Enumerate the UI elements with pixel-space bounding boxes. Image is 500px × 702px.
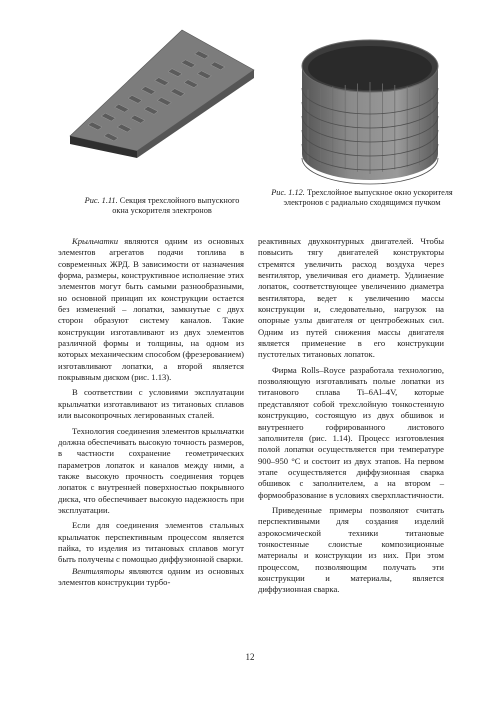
figure-number: Рис. 1.11. [84,196,118,205]
right-text-column [258,236,444,596]
figure-1-12-image [290,36,450,186]
term: Вентиляторы [72,565,125,576]
cylindrical-window-illustration [290,36,450,186]
figure-1-11-image [62,18,262,158]
paragraph: В соответствии с условиями эксплуатации крыльчатки изготавливают из титановых сплавов или высокопрочных легированных сталей. [58,387,244,421]
figure-caption-text: Секция трехслойного выпускного окна ускорителя электронов [112,196,240,215]
figure-1-11-caption [78,196,246,216]
figure-number: Рис. 1.12. [271,188,305,197]
paragraph: Вентиляторы являются одним из основных элементов конструкции турбо- [58,565,244,587]
page-number: 12 [245,652,255,662]
paragraph: Приведенные примеры позволяют считать перспективными для создания изделий аэрокосмической техники титановые тонкостенные слоистые композиционные материалы и конструкции из них. При этом процессом, позволяющим получать эти конструкции и материалы, является диффузионная сварка. [258,504,444,595]
paragraph: реактивных двухконтурных двигателей. Чтобы повысить тягу двигателей конструкторы стремятся увеличить расход воздуха через вентилятор, увеличивая его диаметр. Удлинение лопаток, соответствующее увеличению диаметра вентилятора, ведет к увеличению массы конструкции и, следовательно, нагрузок на опорные узлы двигателя от центробежных сил. Одним из путей снижения массы двигателя является применение в его конструкции пустотелых титановых лопаток. [258,236,444,360]
paragraph: Фирма Rolls–Royce разработала технологию, позволяющую изготавливать полые лопатки из титанового сплава Ti–6Al–4V, которые представляют собой трехслойную тонкостенную конструкцию, состоящую из двух обшивок и внутреннего гофрированного листового заполнителя (рис. 1.14). Процесс изготовления полой лопатки осуществляется при температуре 900–950 °С и состоит из двух этапов. На первом этапе осуществляется диффузионная сварка обшивок с заполнителем, а на втором – формообразование в условиях сверхпластичности. [258,364,444,500]
paragraph: Технология соединения элементов крыльчатки должна обеспечивать высокую точность размеров, в частности сохранение геометрических параметров лопаток и каналов между ними, а также высокую прочность соединения торцев лопаток с внутренней поверхностью покрывного диска, что обеспечивает высокую надежность при эксплуатации. [58,425,244,515]
flat-window-section-illustration [62,18,262,158]
paragraph: Крыльчатки являются одним из основных элементов агрегатов подачи топлива в современных ЖРД. В зависимости от назначения форма, размеры, конструктивное исполнение этих элементов могут быть самыми разнообразными, но основной принцип их конструкции остается без изменений – лопатки, замкнутые с двух сторон образуют систему каналов. Такие конструкции изготавливают из двух элементов различной формы и толщины, на одном из которых механическим способом (фрезерованием) изготавливают лопатки, а второй является покрывным диском (рис. 1.13). [58,236,244,383]
figure-caption-text: Трехслойное выпускное окно ускорителя электронов с радиально сходящимся пучком [283,188,453,207]
term: Крыльчатки [72,236,119,246]
left-text-column [58,236,244,588]
figure-1-12-caption [262,188,462,208]
paragraph: Если для соединения элементов стальных крыльчаток перспективным процессом является пайка, то изделия из титановых сплавов могут быть получены с помощью диффузионной сварки. [58,520,244,565]
